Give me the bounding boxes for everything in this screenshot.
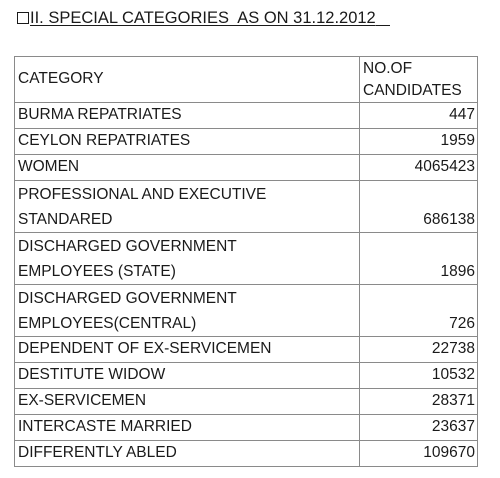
row-category-line2: EMPLOYEES (STATE): [18, 262, 176, 280]
row-category: DESTITUTE WIDOW: [15, 363, 360, 389]
table-row: [15, 129, 478, 155]
row-category: BURMA REPATRIATES: [15, 103, 360, 129]
table-row: [15, 181, 478, 233]
row-category: [15, 181, 360, 233]
table-row: [15, 389, 478, 415]
table-row: [15, 441, 478, 467]
row-category: [15, 285, 360, 337]
row-category: DIFFERENTLY ABLED: [15, 441, 360, 467]
row-category-line1: DISCHARGED GOVERNMENT: [18, 289, 237, 307]
row-category-line1: PROFESSIONAL AND EXECUTIVE: [18, 185, 267, 203]
row-count: 109670: [360, 441, 478, 467]
row-count: 1959: [360, 129, 478, 155]
table-row: [15, 337, 478, 363]
checkbox-square-icon: [17, 12, 29, 24]
header-category: CATEGORY: [15, 57, 360, 103]
row-count: 23637: [360, 415, 478, 441]
table-header-row: [15, 57, 478, 103]
row-category: [15, 233, 360, 285]
row-count: 22738: [360, 337, 478, 363]
special-categories-table: [14, 56, 478, 467]
header-count-line1: NO.OF: [363, 60, 413, 77]
section-title: II. SPECIAL CATEGORIES AS ON 31.12.2012: [30, 9, 376, 27]
title-underline-trail: [376, 11, 390, 26]
header-count: [360, 57, 478, 103]
table-row: [15, 233, 478, 285]
row-count: 447: [360, 103, 478, 129]
row-count: 4065423: [360, 155, 478, 181]
table-row: [15, 103, 478, 129]
row-count: 1896: [360, 233, 478, 285]
row-category-line2: STANDARED: [18, 210, 113, 228]
row-category: INTERCASTE MARRIED: [15, 415, 360, 441]
table-row: [15, 285, 478, 337]
section-heading: [17, 8, 390, 28]
row-count: 10532: [360, 363, 478, 389]
row-count: 726: [360, 285, 478, 337]
row-category: WOMEN: [15, 155, 360, 181]
table-row: [15, 155, 478, 181]
row-category-line2: EMPLOYEES(CENTRAL): [18, 314, 197, 332]
row-category-line1: DISCHARGED GOVERNMENT: [18, 237, 237, 255]
row-category: DEPENDENT OF EX-SERVICEMEN: [15, 337, 360, 363]
table-row: [15, 415, 478, 441]
row-count: 686138: [360, 181, 478, 233]
table-row: [15, 363, 478, 389]
row-category: CEYLON REPATRIATES: [15, 129, 360, 155]
row-count: 28371: [360, 389, 478, 415]
row-category: EX-SERVICEMEN: [15, 389, 360, 415]
header-count-line2: CANDIDATES: [363, 82, 462, 99]
